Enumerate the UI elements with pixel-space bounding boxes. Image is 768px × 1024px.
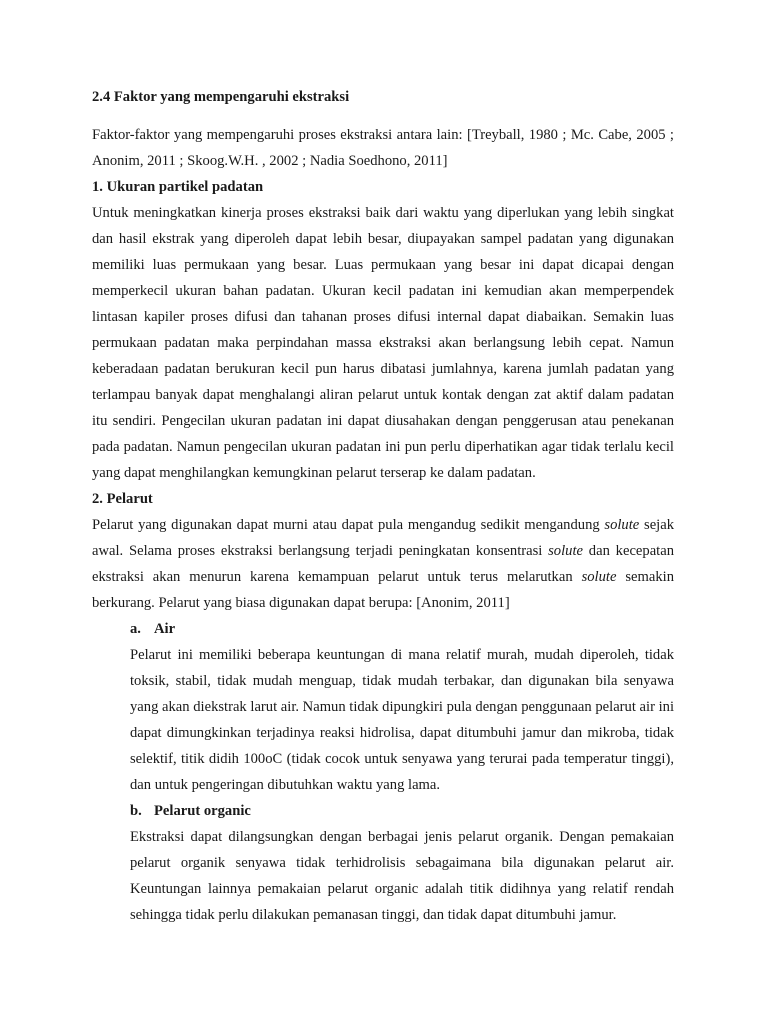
solute-term-2: solute [548,543,583,559]
solute-term-1: solute [604,517,640,533]
solvent-air-heading [130,616,674,642]
solvent-air-block [130,616,674,798]
factor2-text-part4: semakin berkurang. Pelarut yang biasa digunakan dapat berupa: [Anonim, 2011] [92,569,674,611]
list-marker-a: a. [130,621,141,637]
factor2-text-part1: Pelarut yang digunakan dapat murni atau dapat pula mengandug sedikit mengandung [92,517,605,533]
solute-term-3: solute [581,569,617,585]
solvent-organic-title: Pelarut organic [154,803,251,819]
document-page [92,84,674,928]
factor1-paragraph: Untuk meningkatkan kinerja proses ekstraksi baik dari waktu yang diperlukan yang lebih singkat dan hasil ekstrak yang diperoleh dapat lebih besar, diupayakan sampel padatan yang digunakan memiliki luas permukaan yang besar. Luas permukaan yang besar ini dapat dicapai dengan memperkecil ukuran bahan padatan. Ukuran kecil padatan ini kemudian akan memperpendek lintasan kapiler proses difusi dan tahanan proses difusi internal dapat diabaikan. Semakin luas permukaan padatan maka perpindahan massa ekstraksi akan berlangsung lebih cepat. Namun keberadaan padatan berukuran kecil pun harus dibatasi jumlahnya, karena jumlah padatan yang terlampau banyak dapat menghalangi aliran pelarut untuk kontak dengan zat aktif dalam padatan itu sendiri. Pengecilan ukuran padatan ini dapat diusahakan dengan penggerusan atau penekanan pada padatan. Namun pengecilan ukuran padatan ini pun perlu diperhatikan agar tidak terlalu kecil yang dapat menghilangkan kemungkinan pelarut terserap ke dalam padatan. [92,205,674,481]
solvent-organic-paragraph: Ekstraksi dapat dilangsungkan dengan berbagai jenis pelarut organik. Dengan pemakaian pelarut organik senyawa tidak terhidrolisis sebagaimana bila digunakan pelarut air. Keuntungan lainnya pemakaian pelarut organic adalah titik didihnya yang relatif rendah sehingga tidak perlu dilakukan pemanasan tinggi, dan tidak dapat ditumbuhi jamur. [130,829,674,923]
intro-paragraph: Faktor-faktor yang mempengaruhi proses ekstraksi antara lain: [Treyball, 1980 ; Mc. Cabe, 2005 ; Anonim, 2011 ; Skoog.W.H. , 2002 ; Nadia Soedhono, 2011] [92,127,674,169]
factor2-text-part3: dan kecepatan ekstraksi akan menurun karena kemampuan pelarut untuk terus melarutkan [92,543,675,585]
solvent-organic-heading [130,798,674,824]
factor1-heading: 1. Ukuran partikel padatan [92,179,264,195]
factor2-text-part2: sejak awal. Selama proses ekstraksi berlangsung terjadi peningkatan konsentrasi [92,517,674,559]
factor2-heading: 2. Pelarut [92,491,153,507]
solvent-organic-block [130,798,674,928]
solvent-air-title: Air [154,621,176,637]
section-title: 2.4 Faktor yang mempengaruhi ekstraksi [92,89,350,105]
list-marker-b: b. [130,803,142,819]
solvent-air-paragraph: Pelarut ini memiliki beberapa keuntungan di mana relatif murah, mudah diperoleh, tidak toksik, stabil, tidak mudah menguap, tidak mudah terbakar, dan digunakan bila senyawa yang akan diekstrak larut air. Namun tidak dipungkiri pula dengan penggunaan pelarut air ini dapat dimungkinkan terjadinya reaksi hidrolisa, dapat ditumbuhi jamur dan mikroba, tidak selektif, titik didih 100oC (tidak cocok untuk senyawa yang terurai pada temperatur tinggi), dan untuk pengeringan dibutuhkan waktu yang lama. [130,647,674,793]
factor2-paragraph [92,512,674,616]
